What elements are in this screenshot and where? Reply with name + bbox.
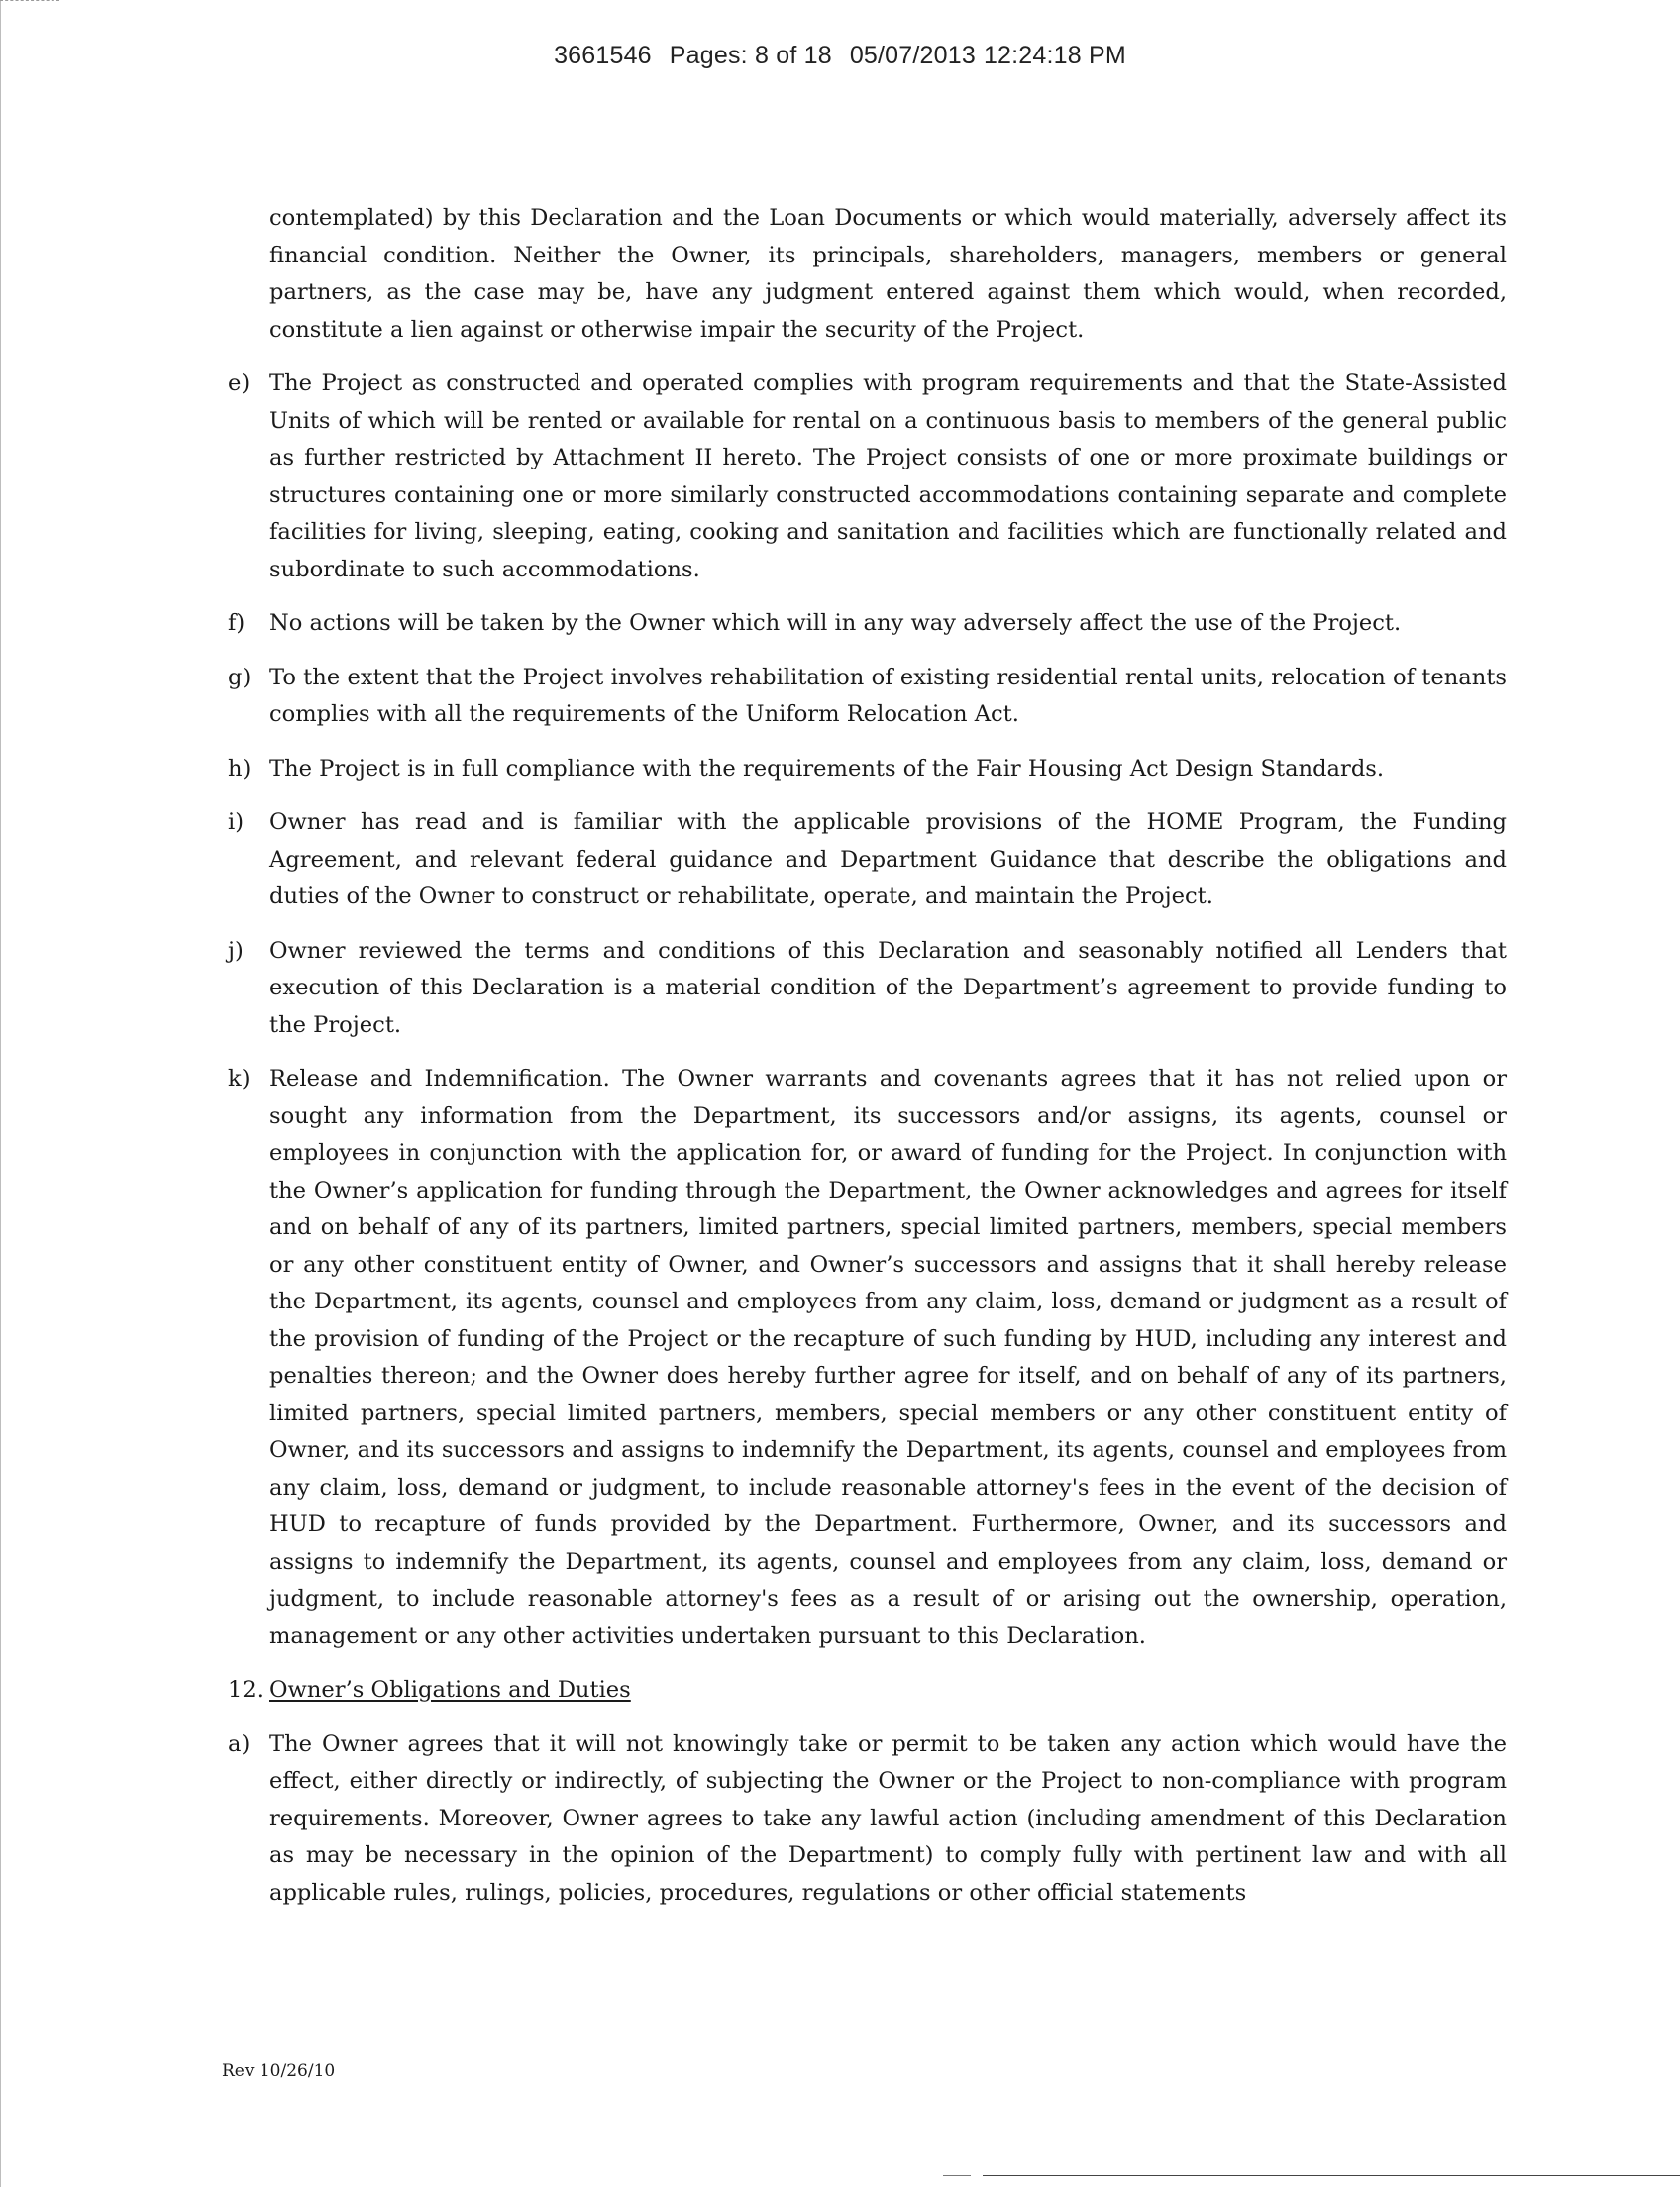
- scan-bottom-line: [983, 2175, 1680, 2176]
- list-marker: g): [228, 664, 252, 690]
- document-body: [228, 200, 1507, 1912]
- scan-bottom-dash: [943, 2175, 971, 2176]
- section-item-a: [228, 1726, 1507, 1913]
- list-marker: e): [228, 370, 251, 396]
- list-item-text: Release and Indemnification. The Owner warrants and covenants agrees that it has not relied upon or sought any information from the Department, its successors and/or assigns, its agents, counsel or employees in conjunction with the application for, or award of funding for the Project. In conjunction with the Owner’s application for funding through the Department, the Owner acknowledges and agrees for itself and on behalf of any of its partners, limited partners, special limited partners, members, special members or any other constituent entity of Owner, and Owner’s successors and assigns that it shall hereby release the Department, its agents, counsel and employees from any claim, loss, demand or judgment as a result of the provision of funding of the Project or the recapture of such funding by HUD, including any interest and penalties thereon; and the Owner does hereby further agree for itself, and on behalf of any of its partners, limited partners, special limited partners, members, special members or any other constituent entity of Owner, and its successors and assigns to indemnify the Department, its agents, counsel and employees from any claim, loss, demand or judgment, to include reasonable attorney's fees in the event of the decision of HUD to recapture of funds provided by the Department. Furthermore, Owner, and its successors and assigns to indemnify the Department, its agents, counsel and employees from any claim, loss, demand or judgment, to include reasonable attorney's fees as a result of or arising out the ownership, operation, management or any other activities undertaken pursuant to this Declaration.: [269, 1066, 1507, 1649]
- scan-left-edge: [0, 0, 1, 2187]
- list-marker: a): [228, 1730, 251, 1757]
- list-item-text: Owner reviewed the terms and conditions of this Declaration and seasonably notified all Lenders that execution of this Declaration is a material condition of the Department’s agreement to provide funding to the Project.: [269, 937, 1507, 1038]
- list-marker: j): [228, 937, 244, 964]
- list-item-j: [228, 933, 1507, 1045]
- recording-stamp-header: [0, 42, 1680, 70]
- list-marker: i): [228, 809, 245, 835]
- list-item-text: Owner has read and is familiar with the applicable provisions of the HOME Program, the Funding Agreement, and relevant federal guidance and Department Guidance that describe the obligations and duties of the Owner to construct or rehabilitate, operate, and maintain the Project.: [269, 809, 1507, 909]
- list-item-h: [228, 751, 1507, 788]
- list-item-i: [228, 804, 1507, 916]
- section-heading-12: [228, 1672, 1507, 1710]
- list-item-e: [228, 365, 1507, 588]
- list-marker: k): [228, 1066, 251, 1092]
- list-item-text: The Owner agrees that it will not knowingly take or permit to be taken any action which would have the effect, either directly or indirectly, of subjecting the Owner or the Project to non-compliance with program requirements. Moreover, Owner agrees to take any lawful action (including amendment of this Declaration as may be necessary in the opinion of the Department) to comply fully with pertinent law and with all applicable rules, rulings, policies, procedures, regulations or other official statements: [269, 1730, 1507, 1906]
- list-item-text: The Project as constructed and operated complies with program requirements and that the State-Assisted Units of which will be rented or available for rental on a continuous basis to members of the general public as further restricted by Attachment II hereto. The Project consists of one or more proximate buildings or structures containing one or more similarly constructed accommodations containing separate and complete facilities for living, sleeping, eating, cooking and sanitation and facilities which are functionally related and subordinate to such accommodations.: [269, 370, 1507, 582]
- list-item-text: To the extent that the Project involves rehabilitation of existing residential rental units, relocation of tenants complies with all the requirements of the Uniform Relocation Act.: [269, 664, 1507, 727]
- page-count: Pages: 8 of 18: [669, 42, 832, 69]
- intro-continuation-text: contemplated) by this Declaration and the Loan Documents or which would materially, adversely affect its financial condition. Neither the Owner, its principals, shareholders, managers, members or general partners, as the case may be, have any judgment entered against them which would, when recorded, constitute a lien against or otherwise impair the security of the Project.: [269, 205, 1507, 343]
- scan-corner-mark: [0, 0, 59, 2]
- record-date: 05/07/2013: [849, 42, 976, 69]
- record-time: 12:24:18 PM: [983, 42, 1126, 69]
- list-marker: f): [228, 610, 246, 636]
- list-item-k: [228, 1061, 1507, 1655]
- section-number: 12.: [228, 1677, 263, 1703]
- section-title: Owner’s Obligations and Duties: [269, 1677, 631, 1703]
- revision-footer: Rev 10/26/10: [222, 2061, 336, 2081]
- list-marker: h): [228, 755, 252, 781]
- list-item-f: [228, 605, 1507, 643]
- doc-number: 3661546: [554, 42, 652, 69]
- list-item-g: [228, 660, 1507, 734]
- list-item-text: No actions will be taken by the Owner which will in any way adversely affect the use of the Project.: [269, 610, 1402, 636]
- list-item-text: The Project is in full compliance with the requirements of the Fair Housing Act Design Standards.: [269, 755, 1385, 781]
- intro-continuation: [228, 200, 1507, 349]
